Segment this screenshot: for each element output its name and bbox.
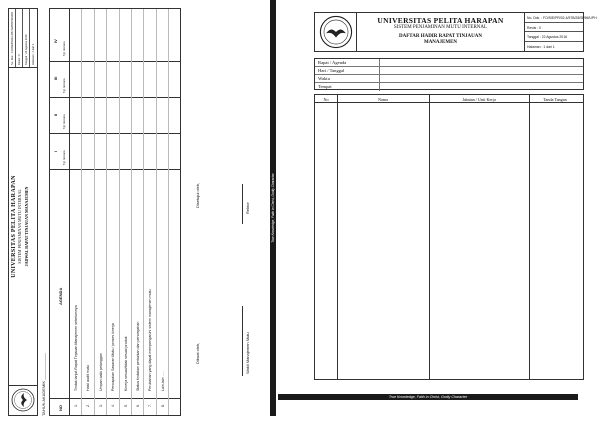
spine-motto	[270, 0, 276, 416]
schedule-meta	[9, 9, 37, 67]
doc-number: No. Dok. : FO/SIE/PR/02-4/57A/28/SPMI/UPH	[9, 9, 16, 67]
agenda-text: Lain-lain .....	[160, 371, 165, 391]
system-name: SISTEM PENJAMINAN MUTU INTERNAL	[393, 25, 488, 30]
row-number: 5.	[123, 404, 128, 407]
col-divider	[337, 95, 338, 379]
col-no-header: No	[323, 96, 329, 102]
prepared-by-label: Dibuat oleh,	[195, 342, 200, 364]
schedule-header	[8, 8, 38, 416]
col-divider	[429, 95, 430, 379]
quarter-1-header: I	[53, 150, 58, 152]
info-label: Hari / Tanggal	[318, 68, 345, 73]
eagle-seal-icon	[319, 15, 353, 49]
info-label: Rapat / Agenda	[318, 60, 347, 65]
row-number: 4.	[111, 404, 116, 407]
page-count: Halaman : 1 dari 1	[32, 43, 35, 65]
agenda-text: Umpan balik pelanggan	[98, 353, 103, 391]
row-number: 7.	[148, 404, 153, 407]
right-document-page	[278, 0, 600, 424]
attendance-header	[314, 12, 597, 52]
q2-sub-label: Tgl. rencana	[63, 114, 66, 129]
agenda-row	[95, 9, 107, 415]
row-number: 1.	[74, 404, 78, 407]
row-number: 3.	[98, 404, 103, 407]
q1-sub-label: Tgl. rencana	[63, 150, 66, 165]
info-label: Waktu	[318, 76, 330, 81]
agenda-row	[157, 9, 169, 415]
agenda-row	[107, 9, 119, 415]
agenda-table-header	[50, 9, 70, 415]
agenda-text: Hasil audit mutu	[86, 365, 91, 391]
agenda-text: Tindak lanjut Rapat Tinjauan Manajemen sebelumnya	[74, 305, 78, 391]
col-jabatan-header: Jabatan / Unit Kerja	[462, 96, 496, 102]
date: Tanggal : 22 Agustus 2016	[23, 9, 30, 67]
quarter-3-header: III	[53, 76, 58, 80]
eagle-seal-icon	[11, 389, 35, 413]
agenda-row	[70, 9, 82, 415]
footer-motto-bar	[278, 394, 578, 400]
col-no-header: NO	[58, 405, 63, 411]
col-ttd-header: Tanda Tangan	[543, 96, 567, 102]
col-agenda-header: AGENDA	[58, 287, 63, 305]
info-waktu	[315, 75, 583, 83]
info-tempat	[315, 83, 583, 91]
agenda-row	[144, 9, 156, 415]
agenda-text: Pencapaian Sasaran Mutu / proses kinerja	[111, 323, 116, 391]
col-divider	[529, 95, 530, 379]
quarter-4-header: IV	[53, 39, 58, 43]
info-rapat	[315, 59, 583, 67]
row-number: 8.	[160, 404, 165, 407]
row-number: 2.	[86, 404, 91, 407]
university-logo	[315, 13, 357, 51]
university-name: UNIVERSITAS PELITA HARAPAN	[11, 175, 17, 278]
signature-line	[242, 184, 243, 224]
agenda-table	[49, 8, 181, 416]
attendance-title-block	[357, 13, 525, 51]
quarter-2-header: II	[53, 113, 58, 116]
academic-year-label: TAHUN AKADEMIK ____________	[41, 353, 46, 416]
attendance-title-line2: MANAJEMEN	[423, 40, 458, 45]
footer-motto-text: True Knowledge, Faith in Christ, Godly Character	[388, 394, 468, 399]
university-logo	[9, 385, 37, 415]
row-number: 6.	[135, 404, 140, 407]
revision: Revisi : 0	[16, 9, 23, 67]
quality-rep-label: Wakil Manajemen Mutu	[245, 332, 250, 374]
agenda-row	[132, 9, 144, 415]
q3-sub-label: Tgl. rencana	[63, 78, 66, 93]
agenda-rows	[70, 9, 182, 415]
left-document-page	[0, 0, 270, 424]
attendance-table	[314, 94, 584, 380]
approved-by-label: Disetujui oleh,	[195, 182, 200, 208]
revision: Revisi : 0	[525, 23, 583, 33]
schedule-title-block	[9, 67, 37, 385]
info-label: Tempat	[318, 84, 332, 89]
attendance-title-line1: DAFTAR HADIR RAPAT TINJAUAN	[398, 34, 482, 39]
q4-sub-label: Tgl. rencana	[63, 41, 66, 56]
attendance-meta	[525, 13, 597, 51]
agenda-row	[120, 9, 132, 415]
agenda-text: Status tindakan perbaikan dan pencegahan	[135, 321, 140, 391]
meeting-info	[314, 58, 584, 90]
agenda-text: Perubahan yang dapat mempengaruhi sistem manajemen mutu	[148, 289, 153, 391]
signature-line	[242, 306, 243, 376]
university-name: UNIVERSITAS PELITA HARAPAN	[377, 16, 504, 25]
system-name: SISTEM PENJAMINAN MUTU INTERNAL	[17, 189, 22, 264]
rector-label: Rektor	[245, 202, 250, 214]
spine-motto-text: True Knowledge, Faith in Christ, Godly Character	[271, 173, 275, 243]
doc-number: No. Dok. : FO/SIE/PR/02-4/57B/28/SPMI/UPH	[525, 13, 583, 23]
info-hari	[315, 67, 583, 75]
col-nama-header: Nama	[378, 96, 388, 102]
attendance-table-header	[315, 95, 583, 103]
schedule-title: JADWAL RAPAT TINJAUAN MANAJEMEN	[24, 186, 29, 267]
page-count: Halaman : 1 dari 1	[527, 44, 555, 49]
rotated-schedule-sheet	[0, 0, 270, 424]
agenda-text: Kinerja sesuai/tidak sesuai produk	[123, 336, 128, 391]
date: Tanggal : 22 Agustus 2016	[525, 32, 583, 42]
agenda-row	[82, 9, 94, 415]
attendance-title	[357, 34, 524, 46]
